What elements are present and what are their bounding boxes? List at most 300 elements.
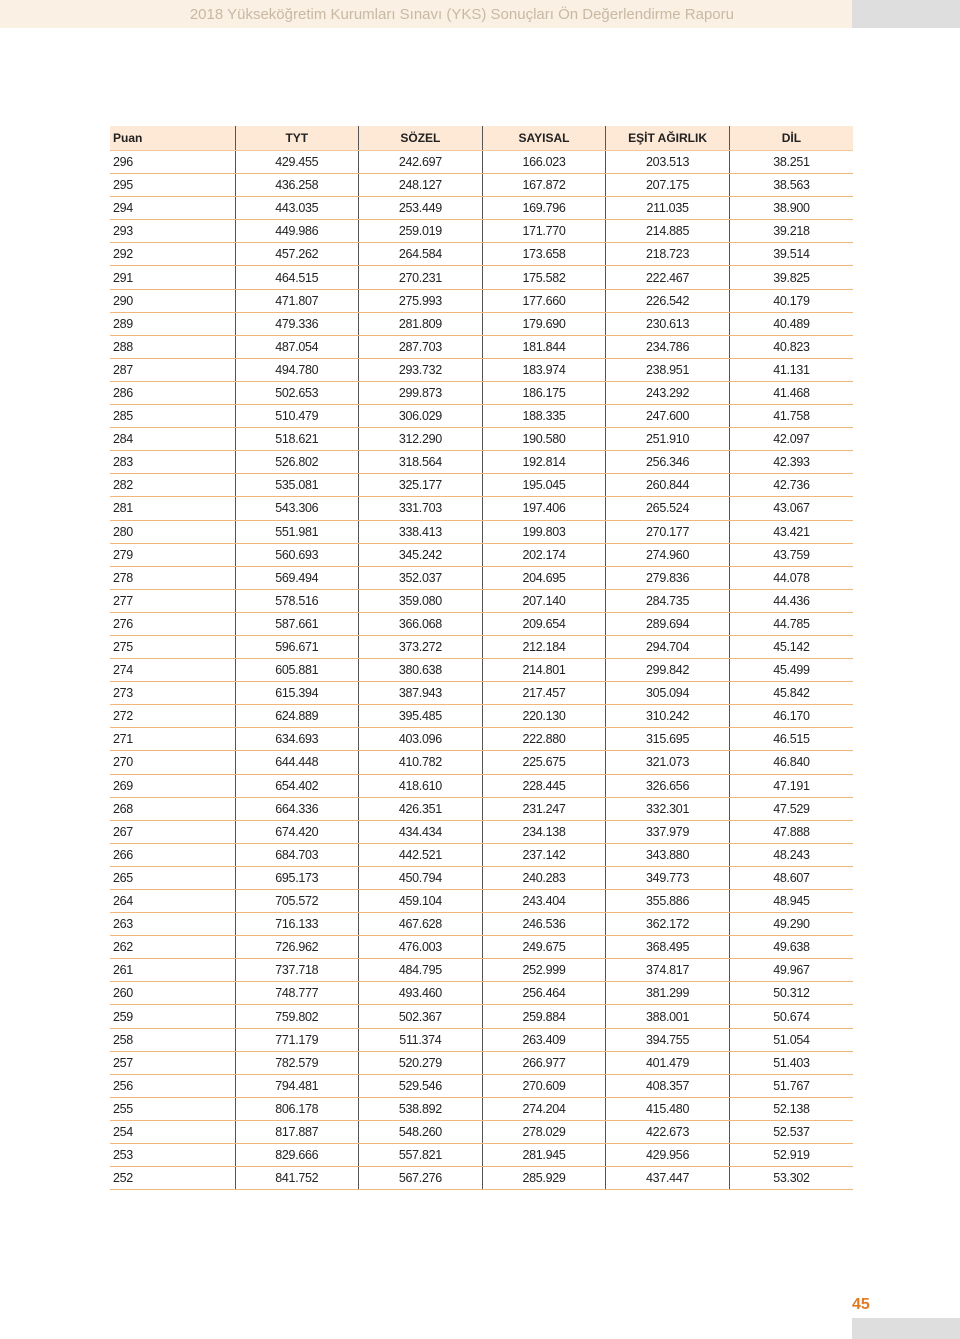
table-cell: 443.035 <box>235 197 359 220</box>
table-cell: 231.247 <box>482 797 606 820</box>
table-cell: 273 <box>110 682 235 705</box>
table-cell: 270.177 <box>606 520 730 543</box>
table-cell: 42.736 <box>729 474 853 497</box>
table-cell: 47.888 <box>729 820 853 843</box>
table-cell: 246.536 <box>482 913 606 936</box>
table-cell: 280 <box>110 520 235 543</box>
table-row <box>110 589 853 612</box>
table-row <box>110 936 853 959</box>
table-cell: 293 <box>110 220 235 243</box>
table-cell: 186.175 <box>482 381 606 404</box>
table-cell: 51.767 <box>729 1074 853 1097</box>
table-cell: 394.755 <box>606 1028 730 1051</box>
table-cell: 199.803 <box>482 520 606 543</box>
table-cell: 695.173 <box>235 866 359 889</box>
table-cell: 259.019 <box>359 220 483 243</box>
table-cell: 218.723 <box>606 243 730 266</box>
table-cell: 502.653 <box>235 381 359 404</box>
table-cell: 259 <box>110 1005 235 1028</box>
table-row <box>110 520 853 543</box>
table-cell: 252.999 <box>482 959 606 982</box>
table-cell: 190.580 <box>482 428 606 451</box>
table-row <box>110 358 853 381</box>
table-cell: 202.174 <box>482 543 606 566</box>
table-cell: 256 <box>110 1074 235 1097</box>
table-header-row <box>110 126 853 151</box>
table-cell: 42.393 <box>729 451 853 474</box>
table-row <box>110 543 853 566</box>
table-cell: 275.993 <box>359 289 483 312</box>
table-cell: 44.785 <box>729 612 853 635</box>
table-cell: 261 <box>110 959 235 982</box>
table-cell: 222.880 <box>482 728 606 751</box>
table-cell: 288 <box>110 335 235 358</box>
table-cell: 53.302 <box>729 1167 853 1190</box>
table-cell: 217.457 <box>482 682 606 705</box>
table-cell: 38.251 <box>729 151 853 174</box>
table-cell: 352.037 <box>359 566 483 589</box>
table-cell: 169.796 <box>482 197 606 220</box>
table-cell: 277 <box>110 589 235 612</box>
table-row <box>110 959 853 982</box>
column-header: EŞİT AĞIRLIK <box>606 126 730 151</box>
table-cell: 228.445 <box>482 774 606 797</box>
table-cell: 249.675 <box>482 936 606 959</box>
table-cell: 257 <box>110 1051 235 1074</box>
table-cell: 44.078 <box>729 566 853 589</box>
table-cell: 270.609 <box>482 1074 606 1097</box>
table-row <box>110 1028 853 1051</box>
table-cell: 388.001 <box>606 1005 730 1028</box>
table-cell: 51.054 <box>729 1028 853 1051</box>
table-cell: 502.367 <box>359 1005 483 1028</box>
table-cell: 274 <box>110 659 235 682</box>
table-row <box>110 428 853 451</box>
table-cell: 624.889 <box>235 705 359 728</box>
table-cell: 296 <box>110 151 235 174</box>
table-cell: 401.479 <box>606 1051 730 1074</box>
table-cell: 278.029 <box>482 1120 606 1143</box>
table-cell: 338.413 <box>359 520 483 543</box>
table-row <box>110 751 853 774</box>
table-row <box>110 820 853 843</box>
table-row <box>110 982 853 1005</box>
column-header: Puan <box>110 126 235 151</box>
table-cell: 255 <box>110 1097 235 1120</box>
table-cell: 429.455 <box>235 151 359 174</box>
table-row <box>110 474 853 497</box>
table-cell: 44.436 <box>729 589 853 612</box>
table-cell: 173.658 <box>482 243 606 266</box>
table-cell: 279 <box>110 543 235 566</box>
table-cell: 197.406 <box>482 497 606 520</box>
table-cell: 43.759 <box>729 543 853 566</box>
table-cell: 450.794 <box>359 866 483 889</box>
table-row <box>110 566 853 589</box>
table-row <box>110 1144 853 1167</box>
table-row <box>110 289 853 312</box>
table-cell: 829.666 <box>235 1144 359 1167</box>
table-cell: 305.094 <box>606 682 730 705</box>
report-title: 2018 Yükseköğretim Kurumları Sınavı (YKS) Sonuçları Ön Değerlendirme Raporu <box>189 6 734 23</box>
table-cell: 39.514 <box>729 243 853 266</box>
table-body <box>110 151 853 1190</box>
table-cell: 476.003 <box>359 936 483 959</box>
table-cell: 337.979 <box>606 820 730 843</box>
table-cell: 209.654 <box>482 612 606 635</box>
table-cell: 294 <box>110 197 235 220</box>
table-cell: 222.467 <box>606 266 730 289</box>
column-header: SAYISAL <box>482 126 606 151</box>
table-cell: 281 <box>110 497 235 520</box>
table-cell: 374.817 <box>606 959 730 982</box>
table-cell: 46.170 <box>729 705 853 728</box>
table-cell: 48.945 <box>729 890 853 913</box>
table-cell: 39.218 <box>729 220 853 243</box>
table-cell: 326.656 <box>606 774 730 797</box>
table-cell: 467.628 <box>359 913 483 936</box>
table-cell: 526.802 <box>235 451 359 474</box>
table-cell: 464.515 <box>235 266 359 289</box>
table-row <box>110 705 853 728</box>
table-cell: 281.809 <box>359 312 483 335</box>
table-cell: 331.703 <box>359 497 483 520</box>
table-row <box>110 682 853 705</box>
table-cell: 410.782 <box>359 751 483 774</box>
header-accent-block <box>852 0 960 28</box>
table-cell: 287 <box>110 358 235 381</box>
table-cell: 251.910 <box>606 428 730 451</box>
table-cell: 41.131 <box>729 358 853 381</box>
table-row <box>110 1005 853 1028</box>
table-cell: 272 <box>110 705 235 728</box>
table-cell: 373.272 <box>359 635 483 658</box>
table-cell: 40.489 <box>729 312 853 335</box>
table-row <box>110 243 853 266</box>
table-cell: 705.572 <box>235 890 359 913</box>
table-cell: 299.873 <box>359 381 483 404</box>
table-cell: 535.081 <box>235 474 359 497</box>
table-cell: 415.480 <box>606 1097 730 1120</box>
table-cell: 332.301 <box>606 797 730 820</box>
table-cell: 484.795 <box>359 959 483 982</box>
table-cell: 49.290 <box>729 913 853 936</box>
table-row <box>110 381 853 404</box>
table-cell: 253 <box>110 1144 235 1167</box>
table-row <box>110 1120 853 1143</box>
table-row <box>110 151 853 174</box>
table-cell: 52.138 <box>729 1097 853 1120</box>
table-cell: 278 <box>110 566 235 589</box>
table-cell: 422.673 <box>606 1120 730 1143</box>
table-cell: 183.974 <box>482 358 606 381</box>
table-cell: 47.529 <box>729 797 853 820</box>
table-cell: 47.191 <box>729 774 853 797</box>
table-cell: 268 <box>110 797 235 820</box>
table-cell: 284 <box>110 428 235 451</box>
table-cell: 287.703 <box>359 335 483 358</box>
table-cell: 343.880 <box>606 843 730 866</box>
table-cell: 557.821 <box>359 1144 483 1167</box>
table-cell: 318.564 <box>359 451 483 474</box>
table-cell: 395.485 <box>359 705 483 728</box>
table-cell: 429.956 <box>606 1144 730 1167</box>
table-cell: 748.777 <box>235 982 359 1005</box>
table-cell: 195.045 <box>482 474 606 497</box>
table-cell: 548.260 <box>359 1120 483 1143</box>
table-cell: 293.732 <box>359 358 483 381</box>
table-cell: 306.029 <box>359 405 483 428</box>
table-cell: 252 <box>110 1167 235 1190</box>
table-cell: 291 <box>110 266 235 289</box>
table-cell: 279.836 <box>606 566 730 589</box>
table-row <box>110 913 853 936</box>
table-cell: 310.242 <box>606 705 730 728</box>
table-cell: 284.735 <box>606 589 730 612</box>
table-cell: 48.243 <box>729 843 853 866</box>
table-row <box>110 612 853 635</box>
table-cell: 266 <box>110 843 235 866</box>
table-cell: 46.515 <box>729 728 853 751</box>
table-cell: 52.537 <box>729 1120 853 1143</box>
table-cell: 587.661 <box>235 612 359 635</box>
table-cell: 362.172 <box>606 913 730 936</box>
table-cell: 50.674 <box>729 1005 853 1028</box>
table-cell: 596.671 <box>235 635 359 658</box>
table-cell: 560.693 <box>235 543 359 566</box>
table-row <box>110 890 853 913</box>
table-cell: 426.351 <box>359 797 483 820</box>
table-cell: 684.703 <box>235 843 359 866</box>
table-cell: 40.179 <box>729 289 853 312</box>
table-cell: 716.133 <box>235 913 359 936</box>
table-cell: 192.814 <box>482 451 606 474</box>
table-cell: 214.885 <box>606 220 730 243</box>
table-cell: 418.610 <box>359 774 483 797</box>
table-cell: 605.881 <box>235 659 359 682</box>
table-cell: 737.718 <box>235 959 359 982</box>
table-cell: 214.801 <box>482 659 606 682</box>
table-cell: 270 <box>110 751 235 774</box>
table-cell: 51.403 <box>729 1051 853 1074</box>
table-cell: 207.175 <box>606 174 730 197</box>
table-cell: 578.516 <box>235 589 359 612</box>
table-cell: 510.479 <box>235 405 359 428</box>
table-cell: 211.035 <box>606 197 730 220</box>
table-cell: 281.945 <box>482 1144 606 1167</box>
table-cell: 243.292 <box>606 381 730 404</box>
table-cell: 355.886 <box>606 890 730 913</box>
table-row <box>110 405 853 428</box>
table-cell: 45.842 <box>729 682 853 705</box>
table-cell: 644.448 <box>235 751 359 774</box>
table-cell: 271 <box>110 728 235 751</box>
table-cell: 290 <box>110 289 235 312</box>
table-row <box>110 728 853 751</box>
table-cell: 569.494 <box>235 566 359 589</box>
table-row <box>110 1051 853 1074</box>
table-row <box>110 1167 853 1190</box>
table-cell: 282 <box>110 474 235 497</box>
table-row <box>110 312 853 335</box>
table-cell: 289 <box>110 312 235 335</box>
table-cell: 203.513 <box>606 151 730 174</box>
table-cell: 511.374 <box>359 1028 483 1051</box>
column-header: TYT <box>235 126 359 151</box>
column-header: SÖZEL <box>359 126 483 151</box>
table-cell: 286 <box>110 381 235 404</box>
table-row <box>110 1097 853 1120</box>
table-row <box>110 843 853 866</box>
table-cell: 543.306 <box>235 497 359 520</box>
table-cell: 275 <box>110 635 235 658</box>
header-bar <box>0 0 852 28</box>
table-row <box>110 497 853 520</box>
table-cell: 171.770 <box>482 220 606 243</box>
table-cell: 49.638 <box>729 936 853 959</box>
table-cell: 207.140 <box>482 589 606 612</box>
table-cell: 274.960 <box>606 543 730 566</box>
table-cell: 253.449 <box>359 197 483 220</box>
table-cell: 321.073 <box>606 751 730 774</box>
table-cell: 42.097 <box>729 428 853 451</box>
table-cell: 674.420 <box>235 820 359 843</box>
table-cell: 256.346 <box>606 451 730 474</box>
table-cell: 267 <box>110 820 235 843</box>
table-cell: 442.521 <box>359 843 483 866</box>
table-cell: 260.844 <box>606 474 730 497</box>
table-cell: 41.758 <box>729 405 853 428</box>
table-cell: 294.704 <box>606 635 730 658</box>
table-cell: 387.943 <box>359 682 483 705</box>
table-cell: 248.127 <box>359 174 483 197</box>
table-cell: 806.178 <box>235 1097 359 1120</box>
table-cell: 459.104 <box>359 890 483 913</box>
table-cell: 234.786 <box>606 335 730 358</box>
table-row <box>110 451 853 474</box>
table-row <box>110 635 853 658</box>
table-cell: 204.695 <box>482 566 606 589</box>
table-row <box>110 774 853 797</box>
table-cell: 269 <box>110 774 235 797</box>
table-cell: 242.697 <box>359 151 483 174</box>
table-cell: 256.464 <box>482 982 606 1005</box>
table-cell: 225.675 <box>482 751 606 774</box>
table-cell: 276 <box>110 612 235 635</box>
table-cell: 408.357 <box>606 1074 730 1097</box>
table-cell: 266.977 <box>482 1051 606 1074</box>
table-cell: 264 <box>110 890 235 913</box>
table-row <box>110 220 853 243</box>
table-cell: 260 <box>110 982 235 1005</box>
table-cell: 238.951 <box>606 358 730 381</box>
table-cell: 359.080 <box>359 589 483 612</box>
table-cell: 264.584 <box>359 243 483 266</box>
table-cell: 265.524 <box>606 497 730 520</box>
table-cell: 240.283 <box>482 866 606 889</box>
table-cell: 50.312 <box>729 982 853 1005</box>
table-cell: 615.394 <box>235 682 359 705</box>
table-cell: 457.262 <box>235 243 359 266</box>
table-cell: 794.481 <box>235 1074 359 1097</box>
table-cell: 493.460 <box>359 982 483 1005</box>
table-cell: 48.607 <box>729 866 853 889</box>
table-row <box>110 197 853 220</box>
table-cell: 230.613 <box>606 312 730 335</box>
table-cell: 166.023 <box>482 151 606 174</box>
table-cell: 782.579 <box>235 1051 359 1074</box>
table-cell: 726.962 <box>235 936 359 959</box>
table-cell: 38.563 <box>729 174 853 197</box>
table-cell: 403.096 <box>359 728 483 751</box>
table-cell: 220.130 <box>482 705 606 728</box>
table-cell: 664.336 <box>235 797 359 820</box>
table-cell: 349.773 <box>606 866 730 889</box>
table-cell: 289.694 <box>606 612 730 635</box>
table-cell: 175.582 <box>482 266 606 289</box>
table-cell: 471.807 <box>235 289 359 312</box>
table-cell: 487.054 <box>235 335 359 358</box>
table-cell: 381.299 <box>606 982 730 1005</box>
table-cell: 345.242 <box>359 543 483 566</box>
table-cell: 212.184 <box>482 635 606 658</box>
table-cell: 188.335 <box>482 405 606 428</box>
table-cell: 258 <box>110 1028 235 1051</box>
table-cell: 49.967 <box>729 959 853 982</box>
table-cell: 494.780 <box>235 358 359 381</box>
table-row <box>110 797 853 820</box>
table-row <box>110 1074 853 1097</box>
table-cell: 243.404 <box>482 890 606 913</box>
table-cell: 237.142 <box>482 843 606 866</box>
table-cell: 325.177 <box>359 474 483 497</box>
table-cell: 771.179 <box>235 1028 359 1051</box>
table-cell: 437.447 <box>606 1167 730 1190</box>
table-row <box>110 866 853 889</box>
table-cell: 479.336 <box>235 312 359 335</box>
table-row <box>110 174 853 197</box>
table-cell: 177.660 <box>482 289 606 312</box>
table-cell: 529.546 <box>359 1074 483 1097</box>
table-cell: 759.802 <box>235 1005 359 1028</box>
table-cell: 181.844 <box>482 335 606 358</box>
table-cell: 295 <box>110 174 235 197</box>
table-cell: 259.884 <box>482 1005 606 1028</box>
table-cell: 312.290 <box>359 428 483 451</box>
table-cell: 45.142 <box>729 635 853 658</box>
table-cell: 449.986 <box>235 220 359 243</box>
table-cell: 285 <box>110 405 235 428</box>
table-cell: 262 <box>110 936 235 959</box>
table-cell: 436.258 <box>235 174 359 197</box>
table-cell: 380.638 <box>359 659 483 682</box>
score-table <box>110 126 853 1190</box>
table-cell: 179.690 <box>482 312 606 335</box>
table-cell: 234.138 <box>482 820 606 843</box>
table-cell: 43.067 <box>729 497 853 520</box>
table-cell: 254 <box>110 1120 235 1143</box>
table-cell: 567.276 <box>359 1167 483 1190</box>
table-cell: 292 <box>110 243 235 266</box>
table-cell: 538.892 <box>359 1097 483 1120</box>
table-cell: 43.421 <box>729 520 853 543</box>
table-cell: 247.600 <box>606 405 730 428</box>
table-cell: 841.752 <box>235 1167 359 1190</box>
table-cell: 518.621 <box>235 428 359 451</box>
table-row <box>110 335 853 358</box>
table-cell: 817.887 <box>235 1120 359 1143</box>
table-cell: 299.842 <box>606 659 730 682</box>
